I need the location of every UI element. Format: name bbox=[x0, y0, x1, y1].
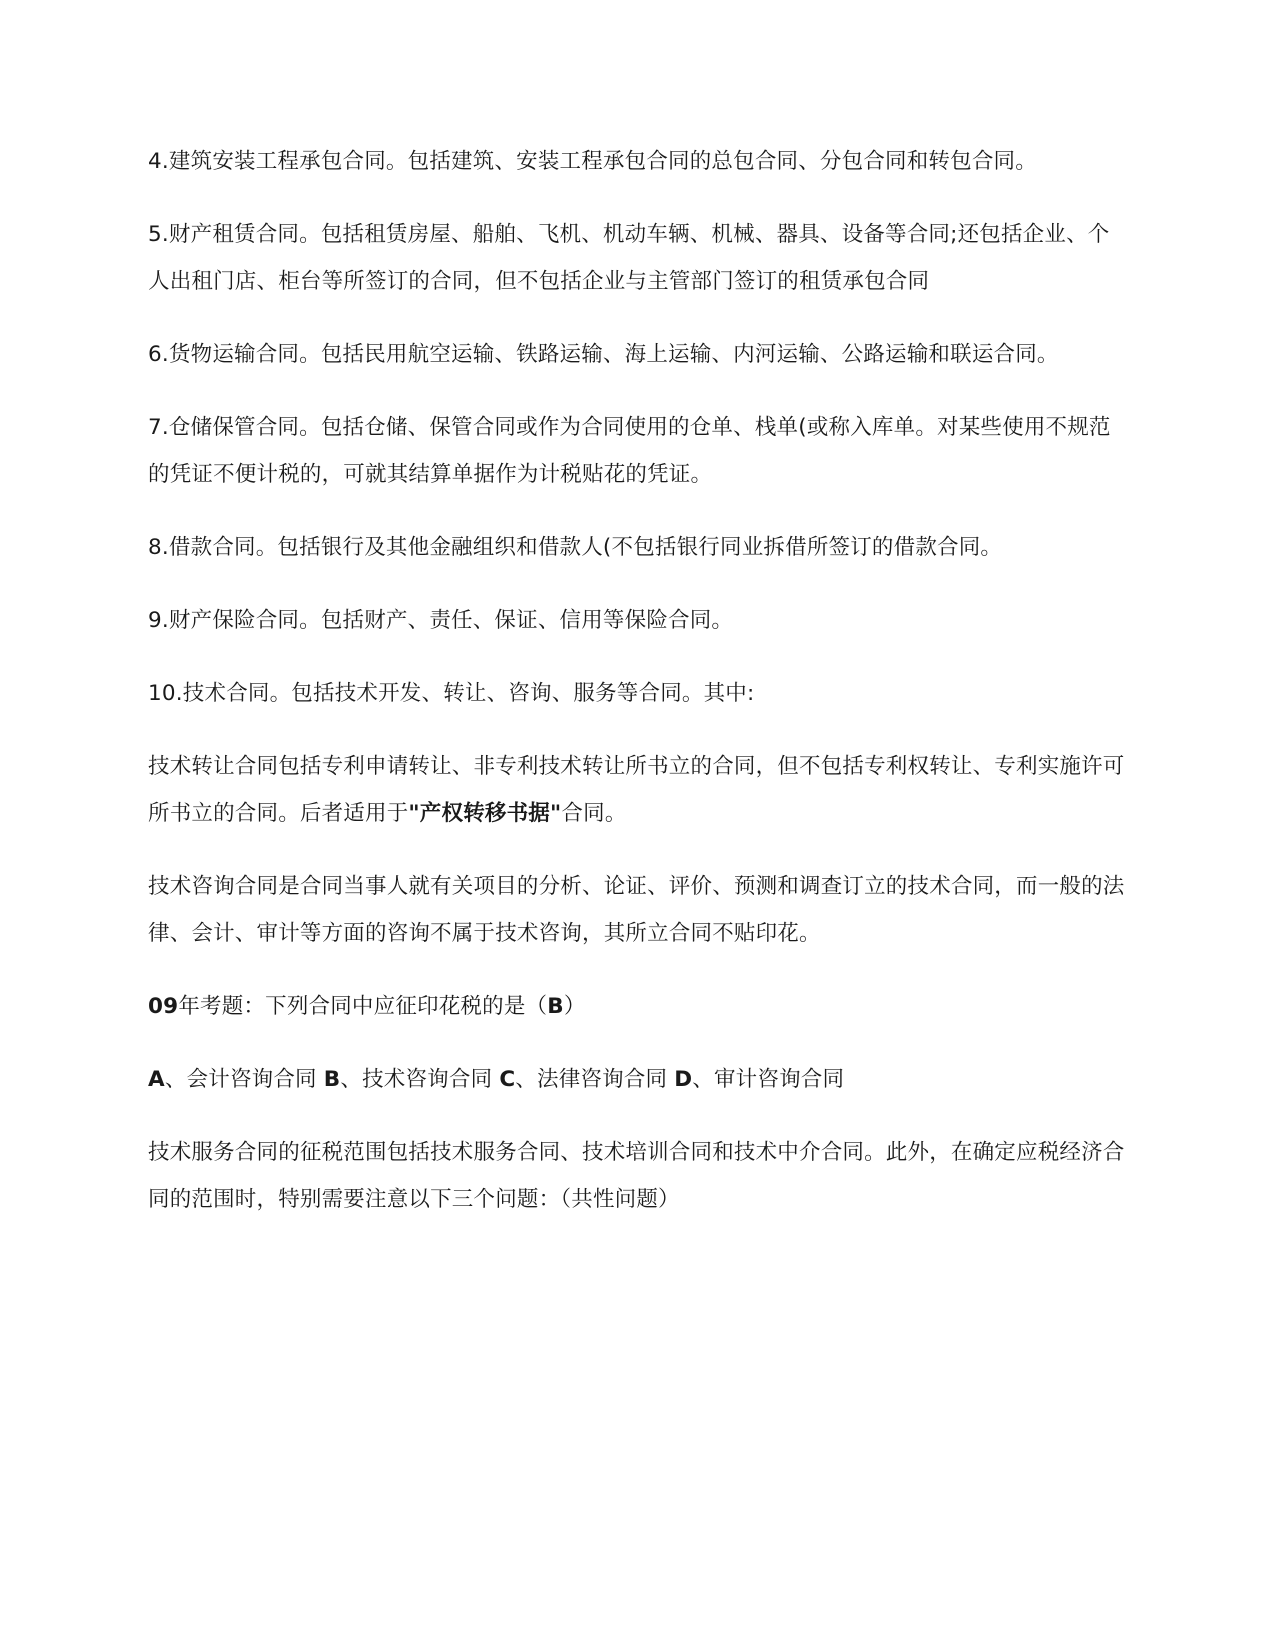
paragraph-item-9 bbox=[148, 597, 1128, 644]
exam-close: ） bbox=[563, 994, 586, 1019]
item-text: 技术合同。包括技术开发、转让、咨询、服务等合同。其中: bbox=[182, 681, 755, 706]
document-page bbox=[148, 138, 1128, 1249]
paragraph-tech-consult bbox=[148, 863, 1128, 957]
paragraph-item-5 bbox=[148, 211, 1128, 305]
option-letter-a: A bbox=[148, 1067, 165, 1092]
item-text: 货物运输合同。包括民用航空运输、铁路运输、海上运输、内河运输、公路运输和联运合同。 bbox=[168, 342, 1059, 367]
paragraph-tech-transfer bbox=[148, 743, 1128, 837]
paragraph-tech-service bbox=[148, 1129, 1128, 1223]
tech-service-text: 技术服务合同的征税范围包括技术服务合同、技术培训合同和技术中介合同。此外，在确定应税经济合同的范围时，特别需要注意以下三个问题：（共性问题） bbox=[148, 1140, 1125, 1212]
option-letter-d: D bbox=[674, 1067, 693, 1092]
tech-transfer-tail: 合同。 bbox=[561, 801, 627, 826]
paragraph-item-10 bbox=[148, 670, 1128, 717]
tech-transfer-text: 技术转让合同包括专利申请转让、非专利技术转让所书立的合同，但不包括专利权转让、专利实施许可所书立的合同。后者适用于 bbox=[148, 754, 1125, 826]
exam-prompt: 年考题：下列合同中应征印花税的是（ bbox=[178, 994, 548, 1019]
item-number: 9. bbox=[148, 608, 169, 633]
option-letter-b: B bbox=[323, 1067, 341, 1092]
exam-answer: B bbox=[547, 994, 564, 1019]
item-text: 财产租赁合同。包括租赁房屋、船舶、飞机、机动车辆、机械、器具、设备等合同;还包括企业、个人出租门店、柜台等所签订的合同，但不包括企业与主管部门签订的租赁承包合同 bbox=[148, 222, 1110, 294]
item-text: 仓储保管合同。包括仓储、保管合同或作为合同使用的仓单、栈单(或称入库单。对某些使用不规范的凭证不便计税的，可就其结算单据作为计税贴花的凭证。 bbox=[148, 415, 1111, 487]
option-text-c: 、法律咨询合同 bbox=[515, 1067, 675, 1092]
item-text: 建筑安装工程承包合同。包括建筑、安装工程承包合同的总包合同、分包合同和转包合同。 bbox=[168, 149, 1037, 174]
item-number: 10. bbox=[148, 681, 183, 706]
paragraph-exam-options bbox=[148, 1056, 1128, 1103]
item-number: 4. bbox=[148, 149, 169, 174]
item-text: 财产保险合同。包括财产、责任、保证、信用等保险合同。 bbox=[168, 608, 734, 633]
item-number: 5. bbox=[148, 222, 169, 247]
item-number: 8. bbox=[148, 535, 169, 560]
paragraph-item-4 bbox=[148, 138, 1128, 185]
tech-consult-text: 技术咨询合同是合同当事人就有关项目的分析、论证、评价、预测和调查订立的技术合同，而一般的法律、会计、审计等方面的咨询不属于技术咨询，其所立合同不贴印花。 bbox=[148, 874, 1125, 946]
option-text-a: 、会计咨询合同 bbox=[164, 1067, 324, 1092]
paragraph-item-7 bbox=[148, 404, 1128, 498]
exam-year: 09 bbox=[148, 994, 179, 1019]
option-text-b: 、技术咨询合同 bbox=[340, 1067, 500, 1092]
item-text: 借款合同。包括银行及其他金融组织和借款人(不包括银行同业拆借所签订的借款合同。 bbox=[168, 535, 1003, 560]
paragraph-exam-question bbox=[148, 983, 1128, 1030]
option-letter-c: C bbox=[499, 1067, 516, 1092]
paragraph-item-6 bbox=[148, 331, 1128, 378]
quoted-term: "产权转移书据" bbox=[408, 801, 562, 826]
item-number: 6. bbox=[148, 342, 169, 367]
option-text-d: 、审计咨询合同 bbox=[692, 1067, 845, 1092]
item-number: 7. bbox=[148, 415, 169, 440]
paragraph-item-8 bbox=[148, 524, 1128, 571]
